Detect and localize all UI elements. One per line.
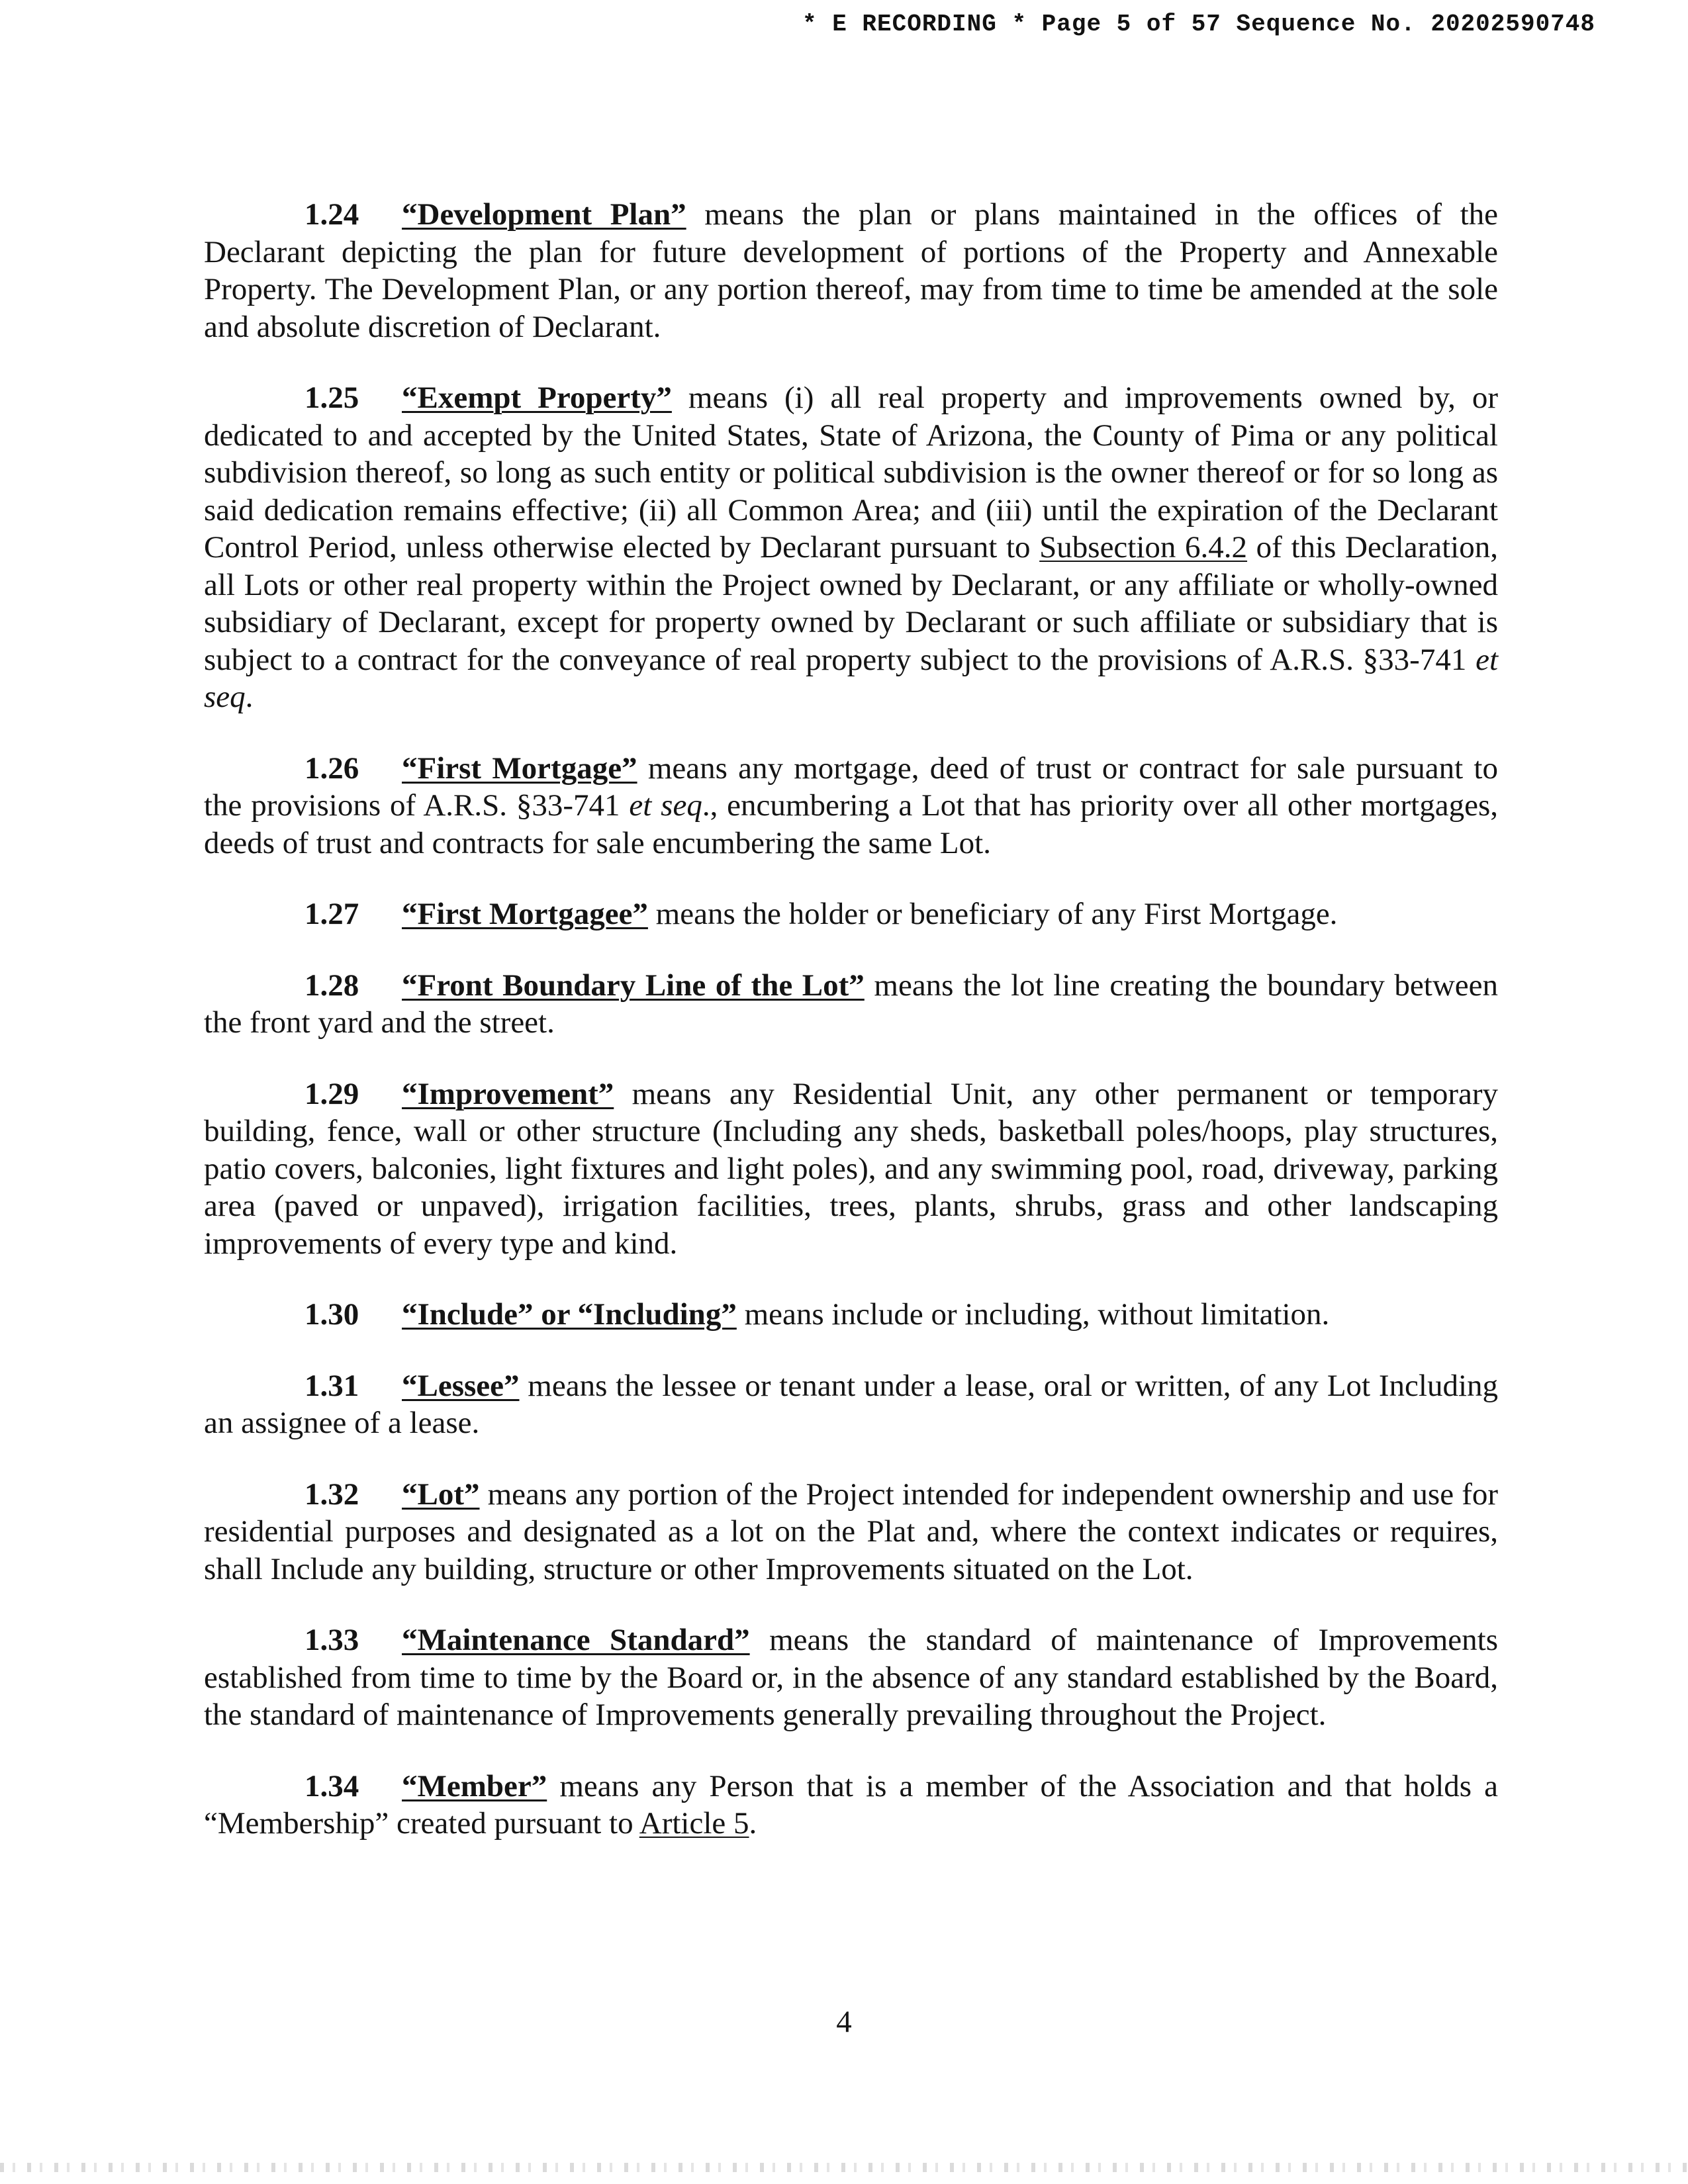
definition-text: means the lot line creating the boundary between the front yard and the street. [204,968,1498,1040]
section-number: 1.24 [305,197,359,232]
definition-text: means the standard of maintenance of Improvements established from time to time by the Board or, in the absence of any standard established by the Board, the standard of maintenance of Improvements generally prevailing throughout the Project. [204,1623,1498,1732]
defined-term: “Member” [402,1768,547,1803]
defined-term: “Lot” [402,1477,480,1512]
defined-term: “First Mortgage” [402,751,637,786]
section-number: 1.28 [305,968,359,1003]
scan-artifact-divider [0,2163,1688,2172]
cross-reference: Subsection 6.4.2 [1039,530,1248,565]
section-number: 1.25 [305,381,359,415]
section-number: 1.34 [305,1768,359,1803]
section-number: 1.26 [305,751,359,786]
definition-text-end: . [245,680,254,714]
section-number: 1.32 [305,1477,359,1512]
defined-term: “First Mortgagee” [402,897,648,931]
definition-text: means the lessee or tenant under a lease, oral or written, of any Lot Including an assignee of a lease. [204,1368,1498,1440]
cross-reference: Article 5 [639,1806,749,1841]
defined-term: “Exempt Property” [402,381,672,415]
definition-text: means any Person that is a member of the Association and that holds a “Membership” created pursuant to [204,1768,1498,1841]
defined-term: “Front Boundary Line of the Lot” [402,968,865,1003]
definition-text: means the plan or plans maintained in the offices of the Declarant depicting the plan for future development of portions of the Property and Annexable Property. The Development Plan, or any portion thereof, may from time to time be amended at the sole and absolute discretion of Declarant. [204,197,1498,344]
definition-1-31 [204,1367,1498,1442]
definition-text: means the holder or beneficiary of any First Mortgage. [647,897,1338,931]
definition-1-34 [204,1768,1498,1843]
definition-1-28 [204,967,1498,1042]
defined-term: “Lessee” [402,1368,520,1403]
definition-text: means any mortgage, deed of trust or contract for sale pursuant to the provisions of A.R.S. §33-741 [204,751,1498,823]
definition-1-32 [204,1476,1498,1588]
definition-text: means (i) all real property and improvements owned by, or dedicated to and accepted by the United States, State of Arizona, the County of Pima or any political subdivision thereof, so long as such entity or political subdivision is the owner thereof or for so long as said dedication remains effective; (ii) all Common Area; and (iii) until the expiration of the Declarant Control Period, unless otherwise elected by Declarant pursuant to [204,381,1498,565]
section-number: 1.27 [305,897,359,931]
definition-1-33 [204,1621,1498,1734]
definition-1-30 [204,1296,1498,1334]
definition-text: means any Residential Unit, any other permanent or temporary building, fence, wall or other structure (Including any sheds, basketball poles/hoops, play structures, patio covers, balconies, light fixtures and light poles), and any swimming pool, road, driveway, parking area (paved or unpaved), irrigation facilities, trees, plants, shrubs, grass and other landscaping improvements of every type and kind. [204,1076,1498,1261]
recording-header: * E RECORDING * Page 5 of 57 Sequence No. 20202590748 [802,11,1595,38]
definition-1-26 [204,750,1498,862]
definition-1-24 [204,196,1498,345]
defined-term: “Include” or “Including” [402,1297,737,1332]
defined-term: “Improvement” [402,1076,614,1111]
section-number: 1.30 [305,1297,359,1332]
definition-1-25 [204,379,1498,716]
definition-text: means include or including, without limitation. [736,1297,1330,1332]
definitions-section [204,196,1498,1876]
section-number: 1.29 [305,1076,359,1111]
defined-term: “Maintenance Standard” [402,1623,750,1657]
definition-1-29 [204,1075,1498,1263]
definition-text: of this Declaration, all Lots or other real property within the Project owned by Declarant, or any affiliate or wholly-owned subsidiary of Declarant, except for property owned by Declarant or such affiliate or subsidiary that is subject to a contract for the conveyance of real property subject to the provisions of A.R.S. §33-741 [204,530,1498,677]
page-number: 4 [836,2005,852,2039]
definition-text: . [749,1806,757,1841]
definition-text: means any portion of the Project intended for independent ownership and use for residential purposes and designated as a lot on the Plat and, where the context indicates or requires, shall Include any building, structure or other Improvements situated on the Lot. [204,1477,1498,1586]
defined-term: “Development Plan” [402,197,686,232]
section-number: 1.33 [305,1623,359,1657]
definition-text: ., encumbering a Lot that has priority over all other mortgages, deeds of trust and contracts for sale encumbering the same Lot. [204,788,1498,860]
italic-latin: et seq [629,788,702,823]
section-number: 1.31 [305,1368,359,1403]
definition-1-27 [204,895,1498,933]
italic-latin: et seq [204,642,1498,714]
